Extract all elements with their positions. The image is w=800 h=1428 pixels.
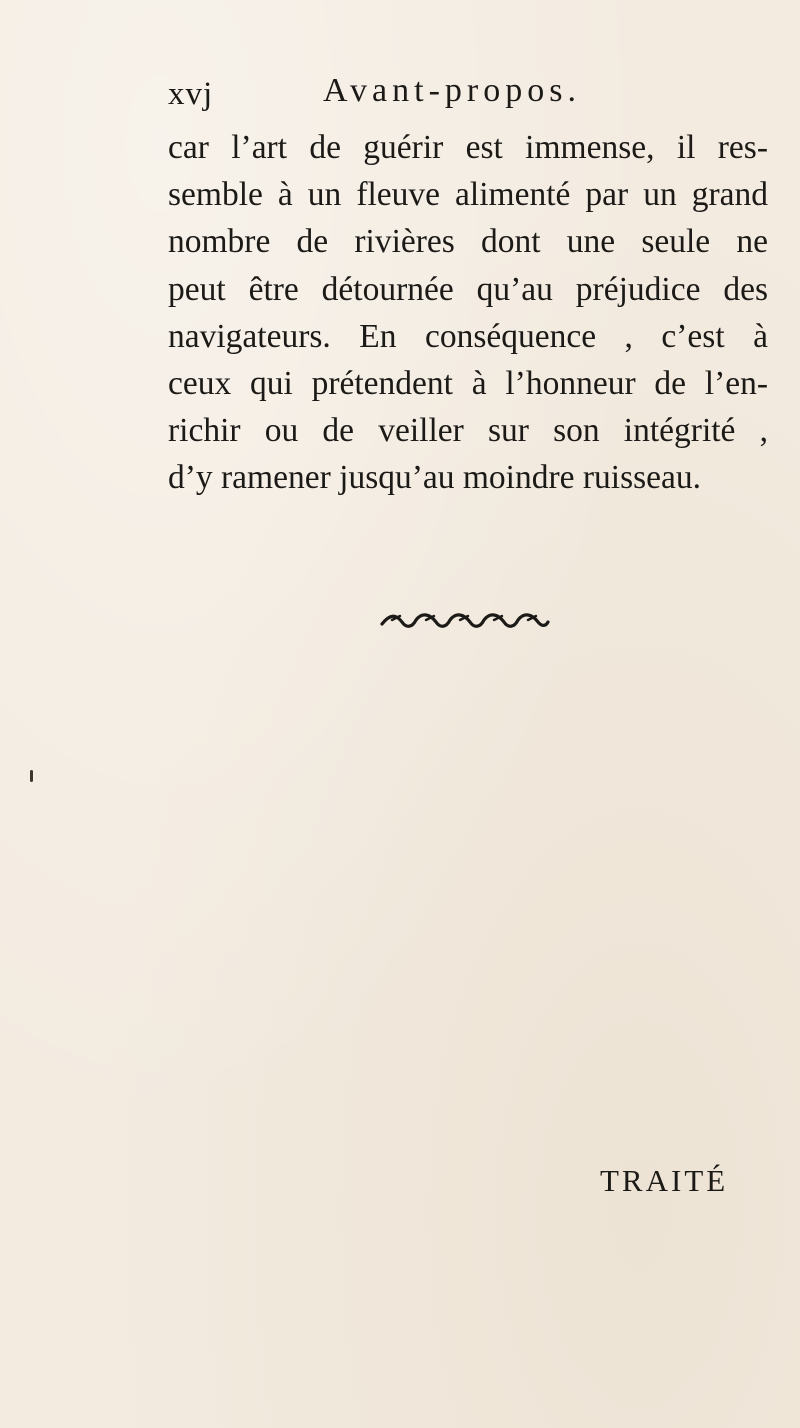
text-line: navigateurs. En conséquence , c’est à [168, 317, 768, 355]
running-title: Avant-propos. [323, 72, 581, 109]
text-line: car l’art de guérir est immense, il res- [168, 129, 768, 166]
text-line: ceux qui prétendent à l’honneur de l’en- [168, 364, 768, 402]
text-line: richir ou de veiller sur son intégrité , [168, 412, 768, 450]
page-number: xvj [168, 76, 214, 112]
catchword: TRAITÉ [600, 1163, 729, 1198]
text-line: peut être détournée qu’au préjudice des [168, 270, 768, 308]
page-header [168, 72, 768, 116]
ink-speck [30, 770, 33, 782]
text-line: d’y ramener jusqu’au moindre ruisseau. [168, 459, 702, 497]
text-line: nombre de rivières dont une seule ne [168, 223, 768, 261]
body-text [168, 124, 768, 502]
text-line: semble à un fleuve alimenté par un grand [168, 176, 768, 214]
ornament-rule-icon [380, 610, 550, 632]
